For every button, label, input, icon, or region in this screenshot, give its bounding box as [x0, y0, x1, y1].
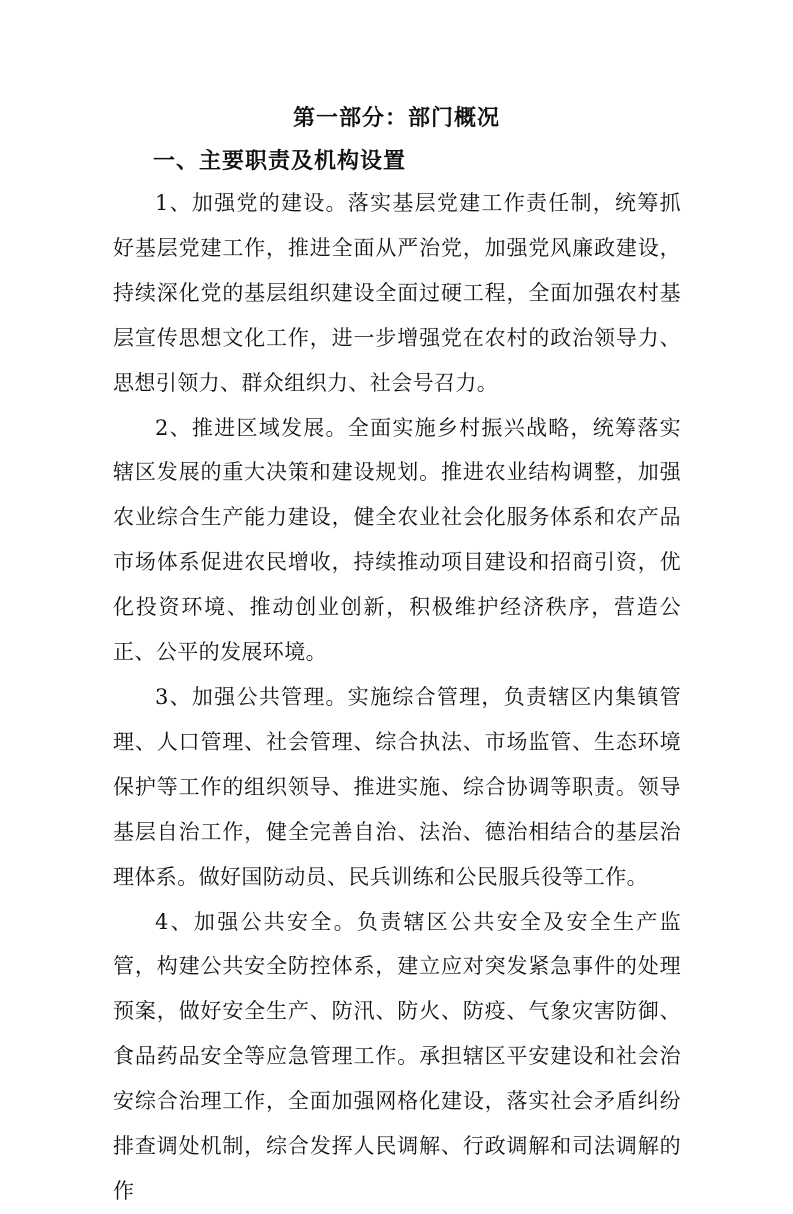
paragraph-party-building: 1、加强党的建设。落实基层党建工作责任制，统筹抓好基层党建工作，推进全面从严治党，加强党风廉政建设，持续深化党的基层组织建设全面过硬工程，全面加强农村基层宣传思想文化工作，进一步增强党在农村的政治领导力、思想引领力、群众组织力、社会号召力。 [113, 191, 681, 395]
paragraph-public-safety: 4、加强公共安全。负责辖区公共安全及安全生产监管，构建公共安全防控体系，建立应对突发紧急事件的处理预案，做好安全生产、防汛、防火、防疫、气象灾害防御、食品药品安全等应急管理工作。承担辖区平安建设和社会治安综合治理工作，全面加强网格化建设，落实社会矛盾纠纷排查调处机制，综合发挥人民调解、行政调解和司法调解的作 [113, 909, 681, 1203]
section-heading: 一、主要职责及机构设置 [153, 149, 407, 174]
part-title: 第一部分：部门概况 [292, 106, 500, 131]
body-text [113, 181, 681, 1214]
paragraph-public-management: 3、加强公共管理。实施综合管理，负责辖区内集镇管理、人口管理、社会管理、综合执法、市场监管、生态环境保护等工作的组织领导、推进实施、综合协调等职责。领导基层自治工作，健全完善自治、法治、德治相结合的基层治理体系。做好国防动员、民兵训练和公民服兵役等工作。 [113, 684, 681, 889]
paragraph-regional-development: 2、推进区域发展。全面实施乡村振兴战略，统筹落实辖区发展的重大决策和建设规划。推进农业结构调整，加强农业综合生产能力建设，健全农业社会化服务体系和农产品市场体系促进农民增收，持续推动项目建设和招商引资，优化投资环境、推动创业创新，积极维护经济秩序，营造公正、公平的发展环境。 [113, 415, 681, 665]
